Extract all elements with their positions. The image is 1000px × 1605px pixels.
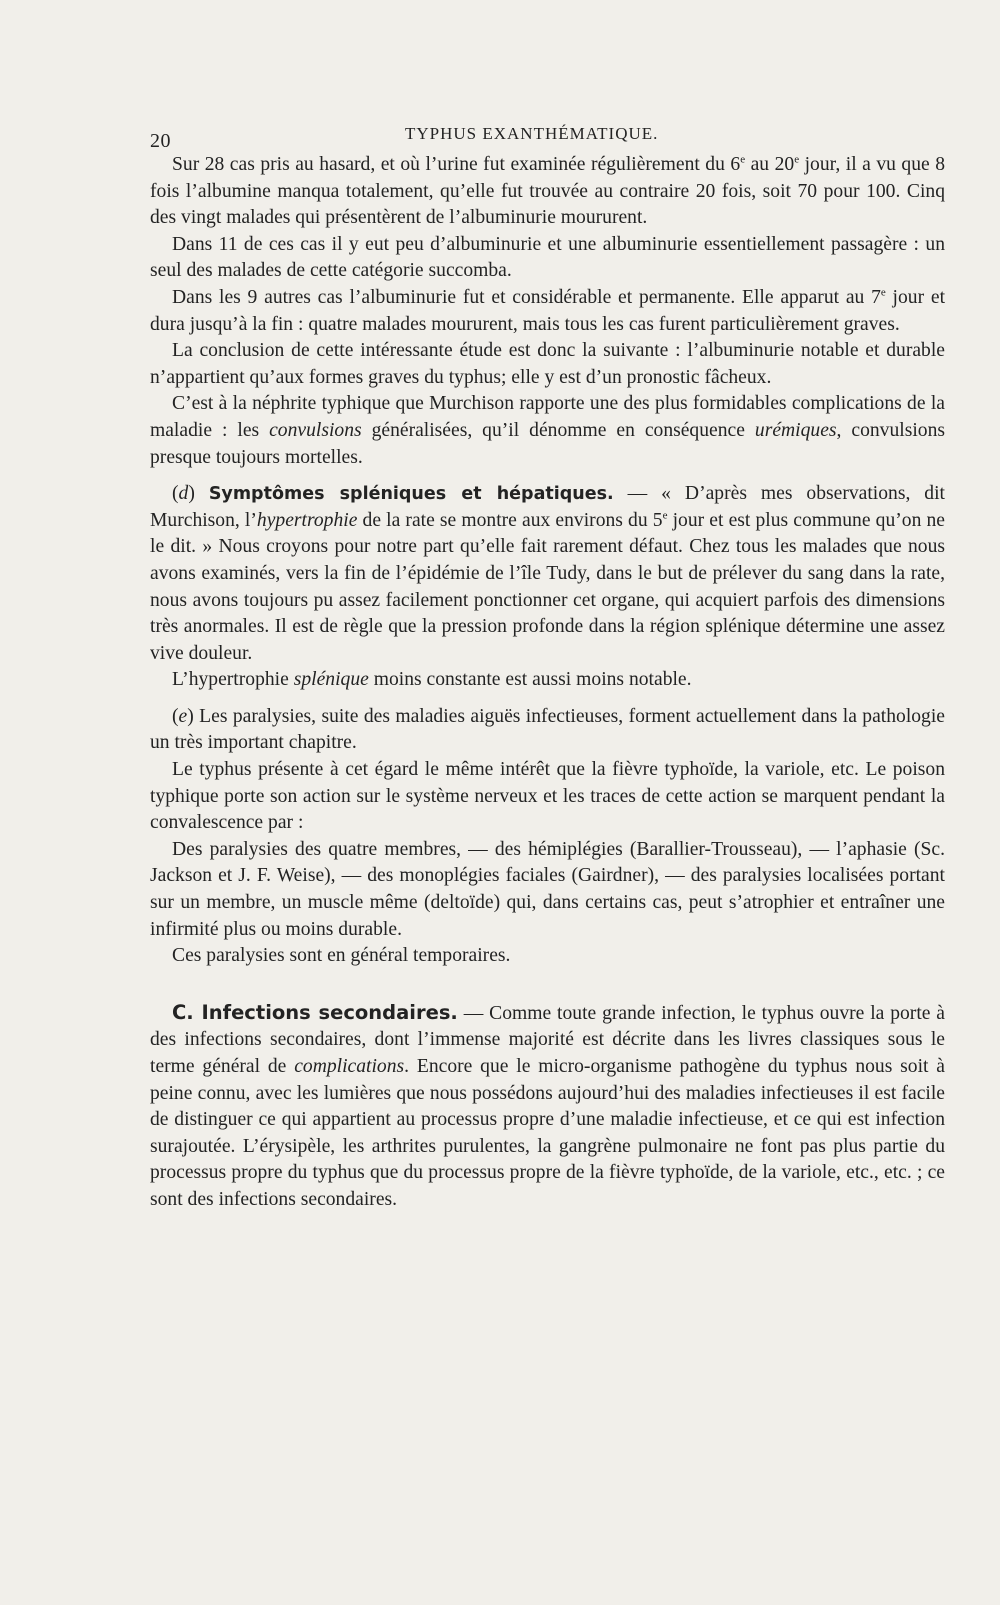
paragraph-albuminurie-passagere: Dans 11 de ces cas il y eut peu d’albuminurie et une albuminurie essentiellement passagère : un seul des malades de cette catégorie succomba. xyxy=(150,233,945,282)
page xyxy=(150,118,945,1214)
paragraph-paralysies-temporaires: Ces paralysies sont en général temporaires. xyxy=(172,945,511,967)
paragraph-poison-typhique: Le typhus présente à cet égard le même intérêt que la fièvre typhoïde, la variole, etc. Le poison typhique porte son action sur le système nerveux et les traces de cette action se marquent pendant la convalescence par : xyxy=(150,759,945,834)
paragraph-albuminurie-permanente: Dans les 9 autres cas l’albuminurie fut et considérable et permanente. Elle apparut au 7e jour et dura jusqu’à la fin : quatre malades moururent, mais tous les cas furent particulièrement graves. xyxy=(150,286,946,335)
paragraph-liste-paralysies: Des paralysies des quatre membres, — des hémiplégies (Barallier-Trousseau), — l’aphasie (Sc. Jackson et J. F. Weise), — des monoplégies faciales (Gairdner), — des paralysies localisées portant sur un membre, un muscle même (deltoïde) qui, dans certains cas, peut s’atrophier et entraîner une infirmité plus ou moins durable. xyxy=(150,838,945,940)
paragraph-paralysies: (e) Les paralysies, suite des maladies aiguës infectieuses, forment actuellement dans la pathologie un très important chapitre. xyxy=(150,705,945,754)
paragraph-conclusion: La conclusion de cette intéressante étude est donc la suivante : l’albuminurie notable et durable n’appartient qu’aux formes graves du typhus; elle y est d’un pronostic fâcheux. xyxy=(150,340,945,388)
paragraph-albumine-stats: Sur 28 cas pris au hasard, et où l’urine fut examinée régulièrement du 6e au 20e jour, il a vu que 8 fois l’albumine manqua totalement, qu’elle fut trouvée au contraire 20 fois, soit 70 pour 100. Cinq des vingt malades qui présentèrent de l’albuminurie moururent. xyxy=(150,153,945,229)
paragraph-hypertrophie-splenique: L’hypertrophie splénique moins constante est aussi moins notable. xyxy=(172,669,692,691)
running-title: TYPHUS EXANTHÉMATIQUE. xyxy=(405,124,659,143)
running-head xyxy=(150,118,945,152)
section-heading-spleniques: Symptômes spléniques et hépatiques. xyxy=(208,484,614,505)
paragraph-nephrite: C’est à la néphrite typhique que Murchison rapporte une des plus formidables complications de la maladie : les convulsions généralisées, qu’il dénomme en conséquence urémiques, convulsions presque toujours mortelles. xyxy=(150,393,946,468)
section-heading-infections-secondaires: C. Infections secondaires. xyxy=(172,1000,458,1024)
paragraph-symptomes-spleniques: (d) Symptômes spléniques et hépatiques. — « D’après mes observations, dit Murchison, l’hypertrophie de la rate se montre aux environs du 5e jour et est plus commune qu’on ne le dit. » Nous croyons pour notre part qu’elle fait rarement défaut. Chez tous les malades que nous avons examinés, vers la fin de l’épidémie de l’île Tudy, dans le but de prélever du sang dans la rate, nous avons toujours pu assez facilement ponctionner cet organe, qui acquiert parfois des dimensions très anormales. Il est de règle que la pression profonde dans la région splénique détermine une assez vive douleur. xyxy=(150,483,945,664)
page-number: 20 xyxy=(150,130,171,152)
paragraph-infections-secondaires: C. Infections secondaires. — Comme toute grande infection, le typhus ouvre la porte à des infections secondaires, dont l’immense majorité est décrite dans les livres classiques sous le terme général de complications. Encore que le micro-organisme pathogène du typhus nous soit à peine connu, avec les lumières que nous possédons aujourd’hui des maladies infectieuses il est facile de distinguer ce qui appartient au processus propre d’une maladie infectieuse, et ce qui est infection surajoutée. L’érysipèle, les arthrites purulentes, la gangrène pulmonaire ne font pas plus partie du processus propre du typhus que du processus propre de la fièvre typhoïde, de la variole, etc., etc. ; ce sont des infections secondaires. xyxy=(150,1000,946,1210)
